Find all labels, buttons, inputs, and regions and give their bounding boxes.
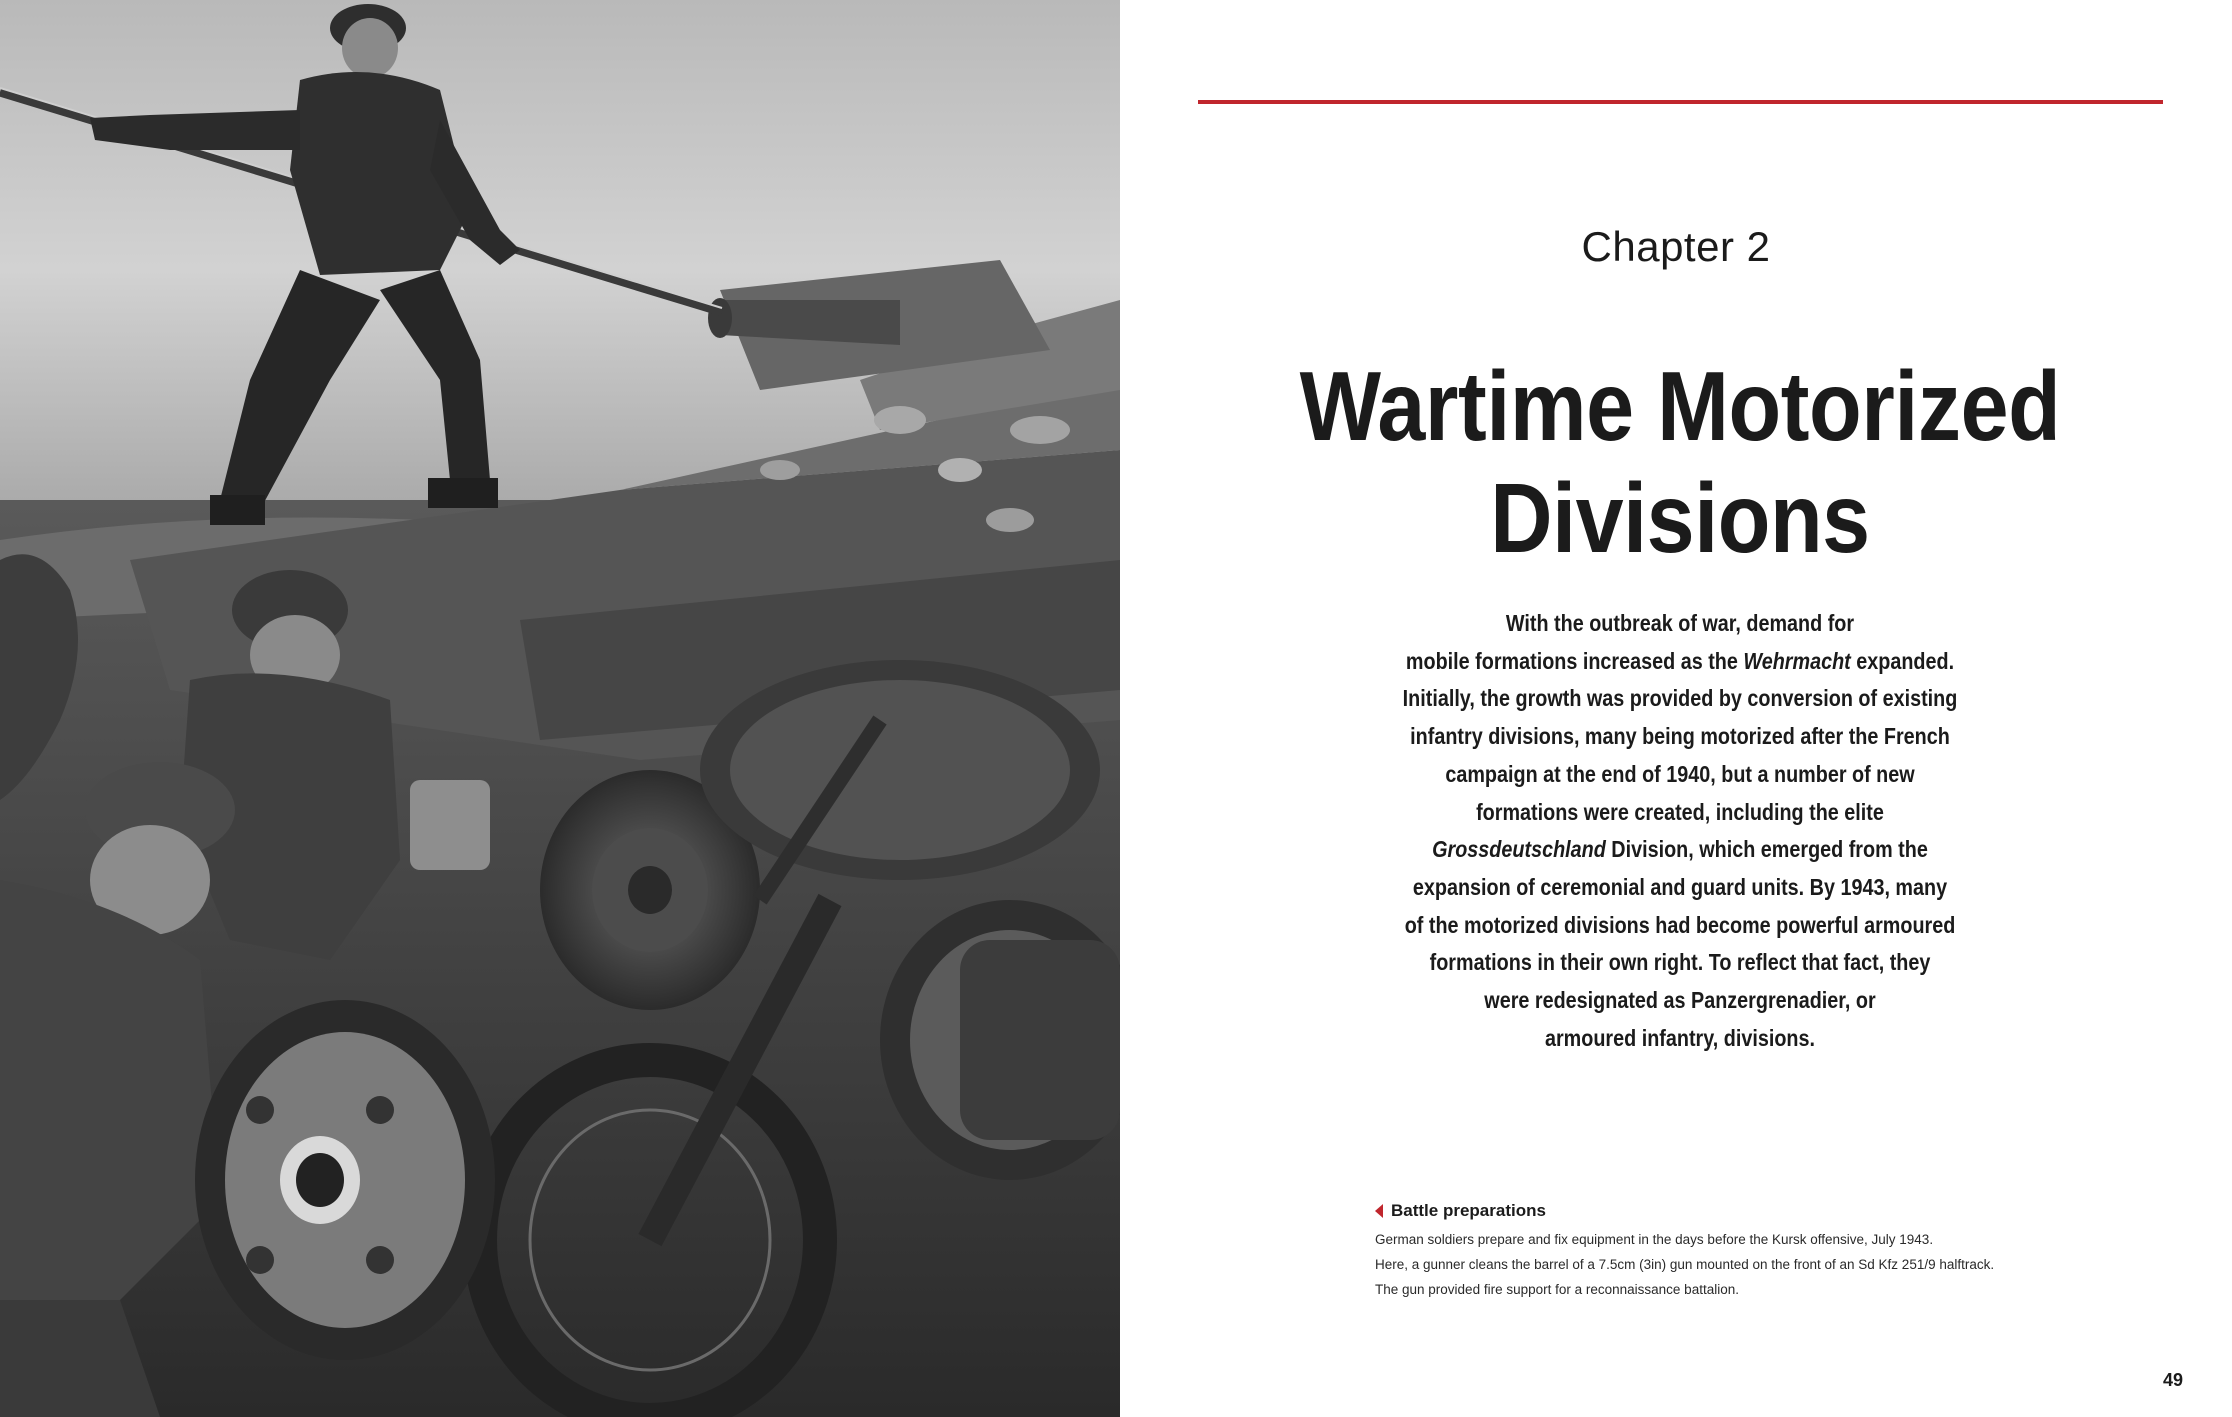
intro-line: campaign at the end of 1940, but a number of new bbox=[1445, 760, 1915, 787]
chapter-title-line-1: Wartime Motorized bbox=[1299, 351, 2061, 461]
intro-line: expansion of ceremonial and guard units. By 1943, many bbox=[1412, 873, 1948, 900]
intro-line: of the motorized divisions had become powerful armoured bbox=[1404, 911, 1956, 938]
term-grossdeutschland: Grossdeutschland bbox=[1432, 836, 1606, 863]
chapter-rule bbox=[1198, 100, 2163, 104]
chapter-title bbox=[1240, 350, 2120, 574]
photo-caption bbox=[1375, 1199, 2075, 1302]
intro-line: formations were created, including the elite bbox=[1476, 798, 1884, 825]
caption-arrow-left-icon bbox=[1375, 1204, 1383, 1218]
caption-body bbox=[1375, 1227, 2075, 1302]
intro-line: Initially, the growth was provided by conversion of existing bbox=[1402, 685, 1958, 712]
chapter-intro bbox=[1320, 605, 2040, 1057]
caption-line: German soldiers prepare and fix equipment in the days before the Kursk offensive, July 1943. bbox=[1375, 1232, 1934, 1247]
intro-line: were redesignated as Panzergrenadier, or bbox=[1484, 987, 1876, 1014]
page-number: 49 bbox=[2162, 1370, 2183, 1390]
caption-line: Here, a gunner cleans the barrel of a 7.5cm (3in) gun mounted on the front of an Sd Kfz 251/9 halftrack. bbox=[1375, 1257, 1995, 1272]
caption-line: The gun provided fire support for a reconnaissance battalion. bbox=[1375, 1282, 1739, 1297]
caption-heading-text: Battle preparations bbox=[1391, 1201, 1546, 1220]
chapter-label: Chapter 2 bbox=[1581, 223, 1771, 270]
intro-line: Grossdeutschland Division, which emerged from the bbox=[1432, 836, 1928, 863]
intro-line: armoured infantry, divisions. bbox=[1544, 1024, 1816, 1051]
intro-line: infantry divisions, many being motorized after the French bbox=[1410, 723, 1950, 750]
intro-line: With the outbreak of war, demand for bbox=[1505, 610, 1855, 636]
intro-line: mobile formations increased as the Wehrmacht expanded. bbox=[1405, 647, 1955, 674]
term-wehrmacht: Wehrmacht bbox=[1743, 647, 1851, 674]
intro-line: formations in their own right. To reflect that fact, they bbox=[1429, 949, 1931, 976]
caption-heading bbox=[1375, 1199, 2075, 1223]
chapter-title-line-2: Divisions bbox=[1490, 463, 1870, 573]
right-page bbox=[1120, 0, 2232, 1417]
spare-wheel bbox=[195, 1000, 495, 1360]
